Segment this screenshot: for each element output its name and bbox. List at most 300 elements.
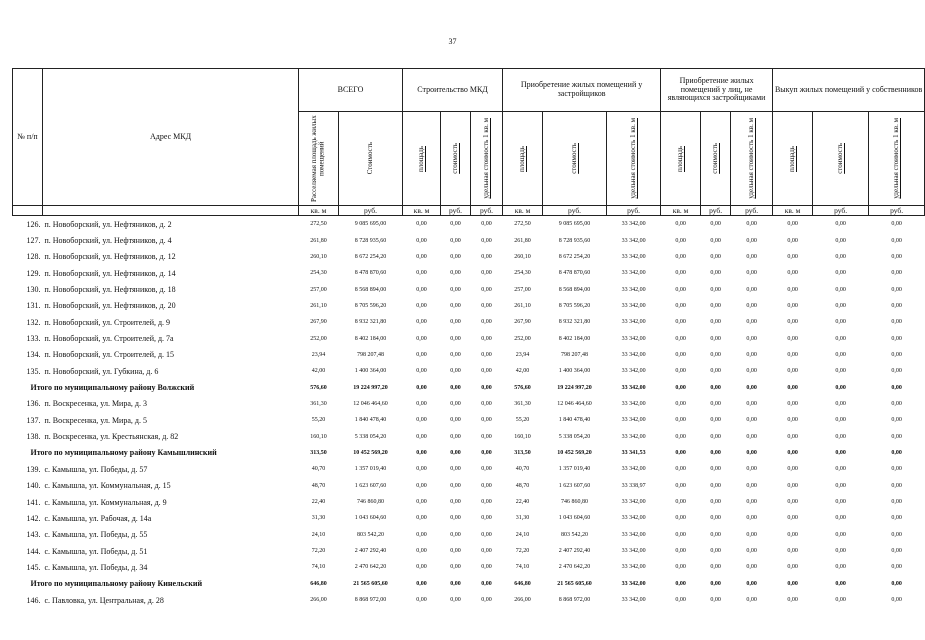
value-cell: 0,00: [746, 319, 757, 326]
value-cell: 0,00: [481, 384, 492, 391]
value-cell: 0,00: [891, 466, 902, 473]
value-cell: 0,00: [675, 351, 686, 358]
unit-cell: руб.: [607, 206, 661, 216]
value-cell: 798 207,48: [561, 351, 589, 358]
value-cell: 0,00: [675, 319, 686, 326]
value-cell: 0,00: [450, 302, 461, 309]
row-number: 134.: [26, 350, 41, 360]
value-cell: 2 407 292,40: [354, 548, 387, 555]
value-cell: 0,00: [891, 253, 902, 260]
value-cell: 0,00: [675, 482, 686, 489]
value-cell: 0,00: [787, 368, 798, 375]
value-cell: 0,00: [450, 270, 461, 277]
value-cell: 0,00: [416, 417, 427, 424]
subhead-label: удельная стоимость 1 кв. м: [746, 118, 755, 199]
value-cell: 0,00: [891, 597, 902, 604]
value-cell: 1 357 019,40: [354, 466, 387, 473]
subhead-label: стоимость: [450, 143, 459, 174]
value-cell: 0,00: [416, 384, 427, 391]
subhead-cell: [441, 112, 471, 206]
value-cell: 0,00: [481, 302, 492, 309]
value-cell: 0,00: [835, 237, 846, 244]
row-number: 129.: [26, 268, 41, 278]
subhead-cell: [607, 112, 661, 206]
group-nondevelopers-header: Приобретение жилых помещений у лиц, не являющихся застройщиками: [661, 69, 773, 112]
value-cell: 40,70: [311, 466, 326, 473]
value-cell: 1 623 607,60: [558, 482, 591, 489]
value-cell: 0,00: [891, 548, 902, 555]
value-cell: 252,00: [514, 335, 531, 342]
value-cell: 0,00: [891, 482, 902, 489]
value-cell: 0,00: [675, 531, 686, 538]
value-cell: 0,00: [787, 580, 798, 587]
value-cell: 0,00: [835, 482, 846, 489]
row-number: 146.: [26, 595, 41, 605]
value-cell: 0,00: [891, 449, 902, 456]
value-cell: 0,00: [481, 351, 492, 358]
value-cell: 0,00: [746, 548, 757, 555]
subhead-label: площадь: [675, 145, 684, 172]
value-cell: 1 840 478,40: [558, 417, 591, 424]
value-cell: 0,00: [481, 253, 492, 260]
value-cell: 254,30: [514, 270, 531, 277]
value-cell: 8 568 894,00: [354, 286, 387, 293]
value-cell: 0,00: [450, 482, 461, 489]
value-cell: 0,00: [416, 302, 427, 309]
value-cell: 0,00: [416, 580, 427, 587]
value-cell: 1 623 607,60: [354, 482, 387, 489]
value-cell: 0,00: [746, 368, 757, 375]
address-cell: п. Новоборский, ул. Строителей, д. 15: [44, 350, 175, 360]
value-cell: 0,00: [416, 482, 427, 489]
address-cell: с. Павловка, ул. Центральная, д. 28: [44, 595, 164, 605]
value-cell: 0,00: [450, 515, 461, 522]
value-cell: 74,10: [515, 564, 530, 571]
value-cell: 0,00: [450, 597, 461, 604]
value-cell: 23,94: [311, 351, 326, 358]
value-cell: 0,00: [835, 417, 846, 424]
subhead-label: удельная стоимость 1 кв. м: [628, 118, 637, 199]
value-cell: 33 342,00: [621, 580, 646, 587]
unit-cell: кв. м: [299, 206, 339, 216]
value-cell: 0,00: [710, 515, 721, 522]
address-cell: п. Новоборский, ул. Нефтяников, д. 18: [44, 285, 176, 295]
value-cell: 0,00: [416, 237, 427, 244]
value-cell: 0,00: [710, 335, 721, 342]
value-cell: 0,00: [481, 319, 492, 326]
row-number: 143.: [26, 530, 41, 540]
subhead-label: Стоимость: [365, 142, 374, 175]
value-cell: 33 342,00: [621, 515, 646, 522]
value-cell: 0,00: [710, 351, 721, 358]
table-row: [13, 428, 925, 444]
table-row: [13, 232, 925, 248]
address-cell: п. Новоборский, ул. Губкина, д. 6: [44, 366, 159, 376]
value-cell: 48,70: [311, 482, 326, 489]
value-cell: 0,00: [481, 400, 492, 407]
value-cell: 0,00: [675, 237, 686, 244]
value-cell: 0,00: [710, 237, 721, 244]
value-cell: 746 860,80: [357, 499, 384, 506]
row-number: 144.: [26, 546, 41, 556]
value-cell: 0,00: [787, 515, 798, 522]
value-cell: 0,00: [891, 319, 902, 326]
value-cell: 0,00: [710, 221, 721, 228]
value-cell: 0,00: [746, 499, 757, 506]
address-cell: п. Воскресенка, ул. Крестьянская, д. 82: [44, 432, 179, 442]
subhead-cell: [731, 112, 773, 206]
value-cell: 74,10: [311, 564, 326, 571]
value-cell: 2 407 292,40: [558, 548, 591, 555]
value-cell: 0,00: [710, 548, 721, 555]
value-cell: 0,00: [787, 237, 798, 244]
value-cell: 10 452 569,20: [557, 449, 592, 456]
value-cell: 0,00: [891, 368, 902, 375]
value-cell: 0,00: [746, 253, 757, 260]
value-cell: 33 342,00: [621, 237, 646, 244]
value-cell: 33 342,00: [621, 253, 646, 260]
value-cell: 9 085 695,00: [354, 221, 387, 228]
value-cell: 0,00: [746, 384, 757, 391]
value-cell: 0,00: [481, 466, 492, 473]
value-cell: 0,00: [675, 286, 686, 293]
value-cell: 0,00: [416, 319, 427, 326]
unit-cell: кв. м: [503, 206, 543, 216]
subtotal-row: [13, 379, 925, 395]
value-cell: 0,00: [481, 286, 492, 293]
value-cell: 33 342,00: [621, 564, 646, 571]
value-cell: 0,00: [835, 515, 846, 522]
value-cell: 0,00: [710, 270, 721, 277]
subhead-label: Расселяемая площадь жилых помещений: [310, 115, 326, 202]
value-cell: 0,00: [835, 221, 846, 228]
row-number: 137.: [26, 415, 41, 425]
value-cell: 0,00: [891, 351, 902, 358]
table-row: [13, 347, 925, 363]
value-cell: 0,00: [416, 286, 427, 293]
value-cell: 0,00: [835, 564, 846, 571]
value-cell: 261,10: [310, 302, 327, 309]
address-cell: п. Новоборский, ул. Нефтяников, д. 14: [44, 268, 176, 278]
value-cell: 0,00: [891, 302, 902, 309]
value-cell: 0,00: [481, 335, 492, 342]
value-cell: 5 338 054,20: [354, 433, 387, 440]
row-number: 139.: [26, 464, 41, 474]
value-cell: 0,00: [835, 597, 846, 604]
value-cell: 0,00: [746, 400, 757, 407]
value-cell: 0,00: [710, 597, 721, 604]
subhead-label: удельная стоимость 1 кв. м: [891, 118, 900, 199]
value-cell: 8 932 321,80: [354, 319, 387, 326]
unit-cell: руб.: [701, 206, 731, 216]
value-cell: 0,00: [675, 417, 686, 424]
value-cell: 0,00: [746, 286, 757, 293]
value-cell: 746 860,80: [561, 499, 589, 506]
value-cell: 803 542,20: [357, 531, 384, 538]
value-cell: 0,00: [416, 368, 427, 375]
value-cell: 0,00: [416, 433, 427, 440]
value-cell: 22,40: [311, 499, 326, 506]
table-row: [13, 559, 925, 575]
value-cell: 646,80: [514, 580, 531, 587]
value-cell: 0,00: [450, 237, 461, 244]
group-buyout-header: Выкуп жилых помещений у собственников: [773, 69, 925, 112]
value-cell: 254,30: [310, 270, 327, 277]
value-cell: 0,00: [481, 564, 492, 571]
value-cell: 0,00: [891, 433, 902, 440]
value-cell: 0,00: [416, 597, 427, 604]
value-cell: 0,00: [891, 237, 902, 244]
value-cell: 0,00: [481, 417, 492, 424]
table-row: [13, 527, 925, 543]
value-cell: 646,80: [310, 580, 327, 587]
value-cell: 0,00: [481, 580, 492, 587]
unit-cell: руб.: [731, 206, 773, 216]
value-cell: 0,00: [675, 499, 686, 506]
value-cell: 10 452 569,20: [353, 449, 388, 456]
value-cell: 0,00: [675, 368, 686, 375]
value-cell: 0,00: [787, 597, 798, 604]
value-cell: 0,00: [746, 351, 757, 358]
value-cell: 0,00: [835, 400, 846, 407]
value-cell: 0,00: [675, 466, 686, 473]
value-cell: 0,00: [416, 253, 427, 260]
value-cell: 0,00: [746, 270, 757, 277]
value-cell: 0,00: [416, 335, 427, 342]
subhead-cell: [503, 112, 543, 206]
subhead-cell: [543, 112, 607, 206]
value-cell: 0,00: [787, 384, 798, 391]
value-cell: 8 705 596,20: [558, 302, 591, 309]
value-cell: 0,00: [450, 221, 461, 228]
value-cell: 1 400 364,00: [558, 368, 591, 375]
value-cell: 0,00: [746, 564, 757, 571]
address-cell: с. Камышла, ул. Коммунальная, д. 15: [44, 481, 171, 491]
row-number: 136.: [26, 399, 41, 409]
value-cell: 0,00: [787, 417, 798, 424]
value-cell: 0,00: [450, 351, 461, 358]
address-cell: п. Воскресенка, ул. Мира, д. 3: [44, 399, 147, 409]
value-cell: 1 357 019,40: [558, 466, 591, 473]
value-cell: 0,00: [787, 499, 798, 506]
value-cell: 0,00: [675, 449, 686, 456]
value-cell: 8 478 870,60: [354, 270, 387, 277]
col-address-header: Адрес МКД: [43, 69, 299, 206]
value-cell: 260,10: [514, 253, 531, 260]
value-cell: 0,00: [787, 400, 798, 407]
value-cell: 0,00: [416, 564, 427, 571]
value-cell: 160,10: [514, 433, 531, 440]
value-cell: 0,00: [416, 531, 427, 538]
address-cell: п. Новоборский, ул. Строителей, д. 9: [44, 317, 171, 327]
value-cell: 0,00: [675, 253, 686, 260]
value-cell: 55,20: [515, 417, 530, 424]
value-cell: 0,00: [675, 515, 686, 522]
value-cell: 0,00: [450, 564, 461, 571]
value-cell: 33 342,00: [621, 466, 646, 473]
unit-cell: руб.: [441, 206, 471, 216]
value-cell: 0,00: [891, 499, 902, 506]
row-number: 132.: [26, 317, 41, 327]
value-cell: 8 672 254,20: [558, 253, 591, 260]
subhead-cell: [869, 112, 925, 206]
value-cell: 803 542,20: [561, 531, 589, 538]
value-cell: 72,20: [515, 548, 530, 555]
value-cell: 24,10: [311, 531, 326, 538]
value-cell: 33 342,00: [621, 597, 646, 604]
value-cell: 0,00: [710, 417, 721, 424]
value-cell: 0,00: [675, 270, 686, 277]
value-cell: 33 342,00: [621, 351, 646, 358]
value-cell: 0,00: [450, 286, 461, 293]
unit-cell: кв. м: [403, 206, 441, 216]
value-cell: 9 085 695,00: [558, 221, 591, 228]
subtotal-row: [13, 445, 925, 461]
value-cell: 8 402 184,00: [354, 335, 387, 342]
address-cell: п. Новоборский, ул. Строителей, д. 7а: [44, 334, 174, 344]
value-cell: 0,00: [710, 286, 721, 293]
value-cell: 33 342,00: [621, 548, 646, 555]
value-cell: 42,00: [515, 368, 530, 375]
value-cell: 0,00: [675, 335, 686, 342]
subtotal-label: Итого по муниципальному району Камышлинский: [30, 448, 217, 458]
value-cell: 0,00: [416, 449, 427, 456]
address-cell: п. Новоборский, ул. Нефтяников, д. 4: [44, 236, 172, 246]
value-cell: 8 868 972,00: [354, 597, 387, 604]
value-cell: 0,00: [481, 368, 492, 375]
value-cell: 0,00: [450, 335, 461, 342]
value-cell: 0,00: [787, 466, 798, 473]
value-cell: 0,00: [835, 351, 846, 358]
value-cell: 0,00: [675, 302, 686, 309]
address-cell: п. Новоборский, ул. Нефтяников, д. 2: [44, 219, 172, 229]
value-cell: 0,00: [835, 286, 846, 293]
table-row: [13, 461, 925, 477]
value-cell: 361,30: [310, 400, 327, 407]
subtotal-row: [13, 576, 925, 592]
value-cell: 40,70: [515, 466, 530, 473]
subhead-label: площадь: [416, 145, 425, 172]
row-number: 126.: [26, 219, 41, 229]
value-cell: 8 402 184,00: [558, 335, 591, 342]
value-cell: 42,00: [311, 368, 326, 375]
subhead-label: удельная стоимость 1 кв. м: [481, 118, 490, 199]
value-cell: 0,00: [481, 515, 492, 522]
value-cell: 8 868 972,00: [558, 597, 591, 604]
value-cell: 33 342,00: [621, 270, 646, 277]
value-cell: 33 342,00: [621, 302, 646, 309]
value-cell: 33 342,00: [621, 433, 646, 440]
value-cell: 0,00: [746, 433, 757, 440]
value-cell: 0,00: [746, 417, 757, 424]
value-cell: 48,70: [515, 482, 530, 489]
value-cell: 0,00: [787, 449, 798, 456]
value-cell: 0,00: [710, 319, 721, 326]
value-cell: 0,00: [835, 302, 846, 309]
value-cell: 1 043 604,60: [558, 515, 591, 522]
row-number: 138.: [26, 432, 41, 442]
value-cell: 266,00: [514, 597, 531, 604]
value-cell: 0,00: [746, 597, 757, 604]
value-cell: 0,00: [710, 384, 721, 391]
value-cell: 0,00: [450, 531, 461, 538]
value-cell: 261,10: [514, 302, 531, 309]
value-cell: 0,00: [746, 335, 757, 342]
value-cell: 0,00: [416, 515, 427, 522]
value-cell: 0,00: [450, 499, 461, 506]
value-cell: 0,00: [891, 531, 902, 538]
value-cell: 0,00: [450, 433, 461, 440]
value-cell: 0,00: [416, 270, 427, 277]
value-cell: 0,00: [891, 286, 902, 293]
value-cell: 0,00: [675, 400, 686, 407]
value-cell: 0,00: [710, 253, 721, 260]
row-number: 127.: [26, 236, 41, 246]
value-cell: 0,00: [450, 466, 461, 473]
value-cell: 33 342,00: [621, 286, 646, 293]
subhead-cell: [339, 112, 403, 206]
address-cell: с. Камышла, ул. Победы, д. 57: [44, 464, 148, 474]
value-cell: 5 338 054,20: [558, 433, 591, 440]
value-cell: 0,00: [891, 335, 902, 342]
unit-cell: руб.: [339, 206, 403, 216]
unit-cell: руб.: [869, 206, 925, 216]
table-row: [13, 396, 925, 412]
value-cell: 0,00: [746, 515, 757, 522]
value-cell: 0,00: [710, 368, 721, 375]
value-cell: 0,00: [481, 531, 492, 538]
value-cell: 0,00: [891, 580, 902, 587]
value-cell: 0,00: [835, 253, 846, 260]
value-cell: 576,60: [310, 384, 327, 391]
subhead-label: площадь: [517, 145, 526, 172]
subhead-cell: [471, 112, 503, 206]
value-cell: 0,00: [891, 564, 902, 571]
subhead-label: площадь: [787, 145, 796, 172]
value-cell: 0,00: [835, 384, 846, 391]
row-number: 135.: [26, 366, 41, 376]
value-cell: 0,00: [835, 270, 846, 277]
value-cell: 0,00: [787, 253, 798, 260]
value-cell: 33 342,00: [621, 417, 646, 424]
value-cell: 272,50: [514, 221, 531, 228]
subhead-label: стоимость: [569, 143, 578, 174]
address-cell: с. Камышла, ул. Коммунальная, д. 9: [44, 497, 167, 507]
value-cell: 8 932 321,80: [558, 319, 591, 326]
table-row: [13, 330, 925, 346]
value-cell: 0,00: [481, 449, 492, 456]
table-row: [13, 314, 925, 330]
value-cell: 8 672 254,20: [354, 253, 387, 260]
value-cell: 33 342,00: [621, 531, 646, 538]
table-row: [13, 363, 925, 379]
value-cell: 0,00: [787, 564, 798, 571]
value-cell: 0,00: [891, 221, 902, 228]
table-row: [13, 249, 925, 265]
value-cell: 33 342,00: [621, 400, 646, 407]
value-cell: 31,30: [515, 515, 530, 522]
value-cell: 33 342,00: [621, 368, 646, 375]
unit-cell: руб.: [813, 206, 869, 216]
value-cell: 21 565 605,60: [353, 580, 388, 587]
value-cell: 0,00: [675, 580, 686, 587]
value-cell: 0,00: [891, 270, 902, 277]
address-cell: п. Новоборский, ул. Нефтяников, д. 12: [44, 252, 176, 262]
subhead-cell: [701, 112, 731, 206]
subhead-label: стоимость: [835, 143, 844, 174]
col-num-header: № п/п: [13, 69, 43, 206]
value-cell: 0,00: [675, 384, 686, 391]
